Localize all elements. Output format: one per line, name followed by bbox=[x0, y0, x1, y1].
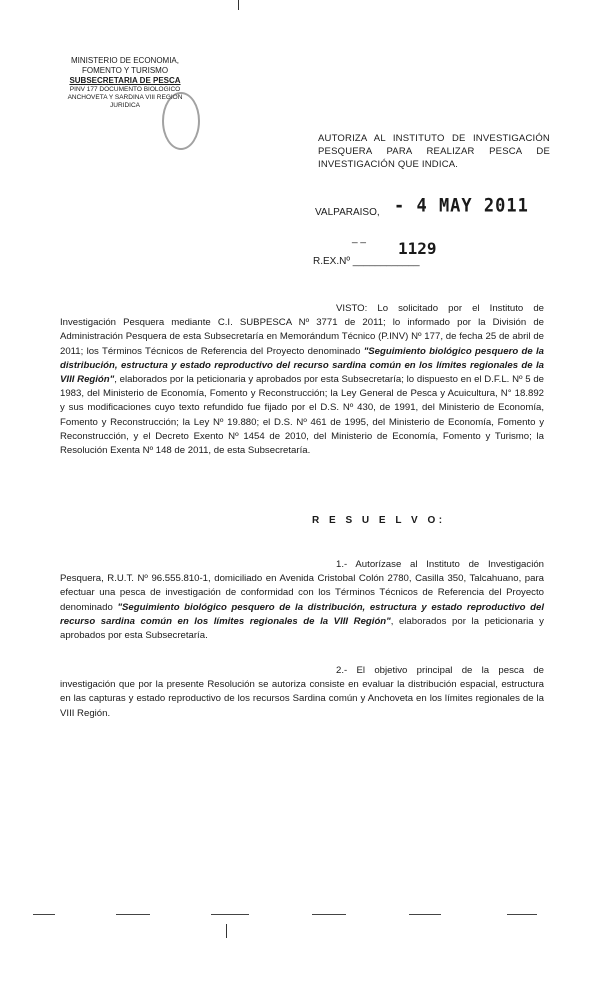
footer-rule-4 bbox=[312, 914, 346, 915]
footer-rule-3 bbox=[211, 914, 249, 915]
point-1-project-title: "Seguimiento biológico pesquero de la distribución, estructura y estado reproductivo del recurso sardina común en los límites regionales de la VIII Región" bbox=[60, 601, 544, 627]
point-1-rest: , elaborados por la peticionaria y aprobados por esta Subsecretaría. bbox=[60, 615, 544, 642]
reference-line-3: JURIDICA bbox=[110, 102, 140, 109]
resolution-point-2 bbox=[60, 664, 544, 721]
resuelvo-heading: R E S U E L V O: bbox=[312, 515, 446, 526]
visto-paragraph bbox=[60, 302, 544, 458]
resolution-dash: _ _ bbox=[352, 233, 366, 244]
footer-rule-1 bbox=[33, 914, 55, 915]
scan-mark-top bbox=[238, 0, 239, 10]
ministry-name: MINISTERIO DE ECONOMIA, bbox=[70, 56, 179, 65]
point-1-lead: 1.- Autorízase al Instituto de Investigación Pesquera, R.U.T. Nº 96.555.810-1, domiciliado en Avenida Cristobal Colón 2780, Casilla 350, Talcahuano, para efectuar una pesca de investigación de conformidad con los Términos Técnicos de Referencia del Proyecto denominado bbox=[60, 559, 544, 613]
visto-lead: VISTO: Lo solicitado por el Instituto de Investigación Pesquera mediante C.I. SUBPESCA Nº 3771 de 2011; lo informado por la División de Administración Pesquera de esta Subsecretaría en Memorándum Técnico (P.INV) Nº 177, de fecha 25 de abril de 2011; los Términos Técnicos de Referencia del Proyecto denominado bbox=[60, 303, 544, 357]
subsecretaria-name: SUBSECRETARIA DE PESCA bbox=[69, 76, 181, 85]
reference-line-1: PINV 177 DOCUMENTO BIOLOGICO bbox=[69, 86, 181, 93]
point-2-text: 2.- El objetivo principal de la pesca de investigación que por la presente Resolución se autoriza consiste en evaluar la distribución espacial, estructura en las capturas y estado reproductivo de los recursos Sardina común y Anchoveta en los límites regionales de la VIII Región. bbox=[60, 665, 544, 719]
visto-project-title: "Seguimiento biológico pesquero de la distribución, estructura y estado reproductivo del recurso sardina común en los límites regionales de la VIII Región" bbox=[60, 345, 544, 386]
footer-rule-6 bbox=[507, 914, 537, 915]
ministry-name-2: FOMENTO Y TURISMO bbox=[81, 66, 169, 75]
resolution-number: 1129 bbox=[398, 239, 437, 258]
resolution-subject: AUTORIZA AL INSTITUTO DE INVESTIGACIÓN PESQUERA PARA REALIZAR PESCA DE INVESTIGACIÓN QUE INDICA. bbox=[318, 133, 550, 170]
resolution-point-1 bbox=[60, 558, 544, 643]
footer-rule-5 bbox=[409, 914, 441, 915]
reference-line-2: ANCHOVETA Y SARDINA VIII REGION bbox=[67, 94, 183, 101]
footer-rule-2 bbox=[116, 914, 150, 915]
date-stamp: - 4 MAY 2011 bbox=[394, 195, 529, 217]
resolution-label: R.EX.Nº ____________ bbox=[313, 256, 420, 267]
scan-mark-bottom bbox=[226, 924, 227, 938]
visto-rest: , elaborados por la peticionaria y aprobados por esta Subsecretaría; lo dispuesto en el D.F.L. Nº 5 de 1983, del Ministerio de Economía, Fomento y Reconstrucción; la Ley General de Pesca y Acuicultura, N° 18.892 y sus modificaciones cuyo texto refundido fue fijado por el D.S. Nº 430, de 1991, del Ministerio de Economía, Fomento y Reconstrucción; la Ley Nº 19.880; el D.S. Nº 461 de 1995, del Ministerio de Economía, Fomento y Reconstrucción, y el Decreto Exento Nº 1454 de 2010, del Ministerio de Economía, Fomento y Turismo; la Resolución Exenta Nº 148 de 2011, de esta Subsecretaría. bbox=[60, 374, 545, 457]
official-seal-stamp bbox=[162, 92, 200, 150]
place-label: VALPARAISO, bbox=[315, 207, 380, 218]
